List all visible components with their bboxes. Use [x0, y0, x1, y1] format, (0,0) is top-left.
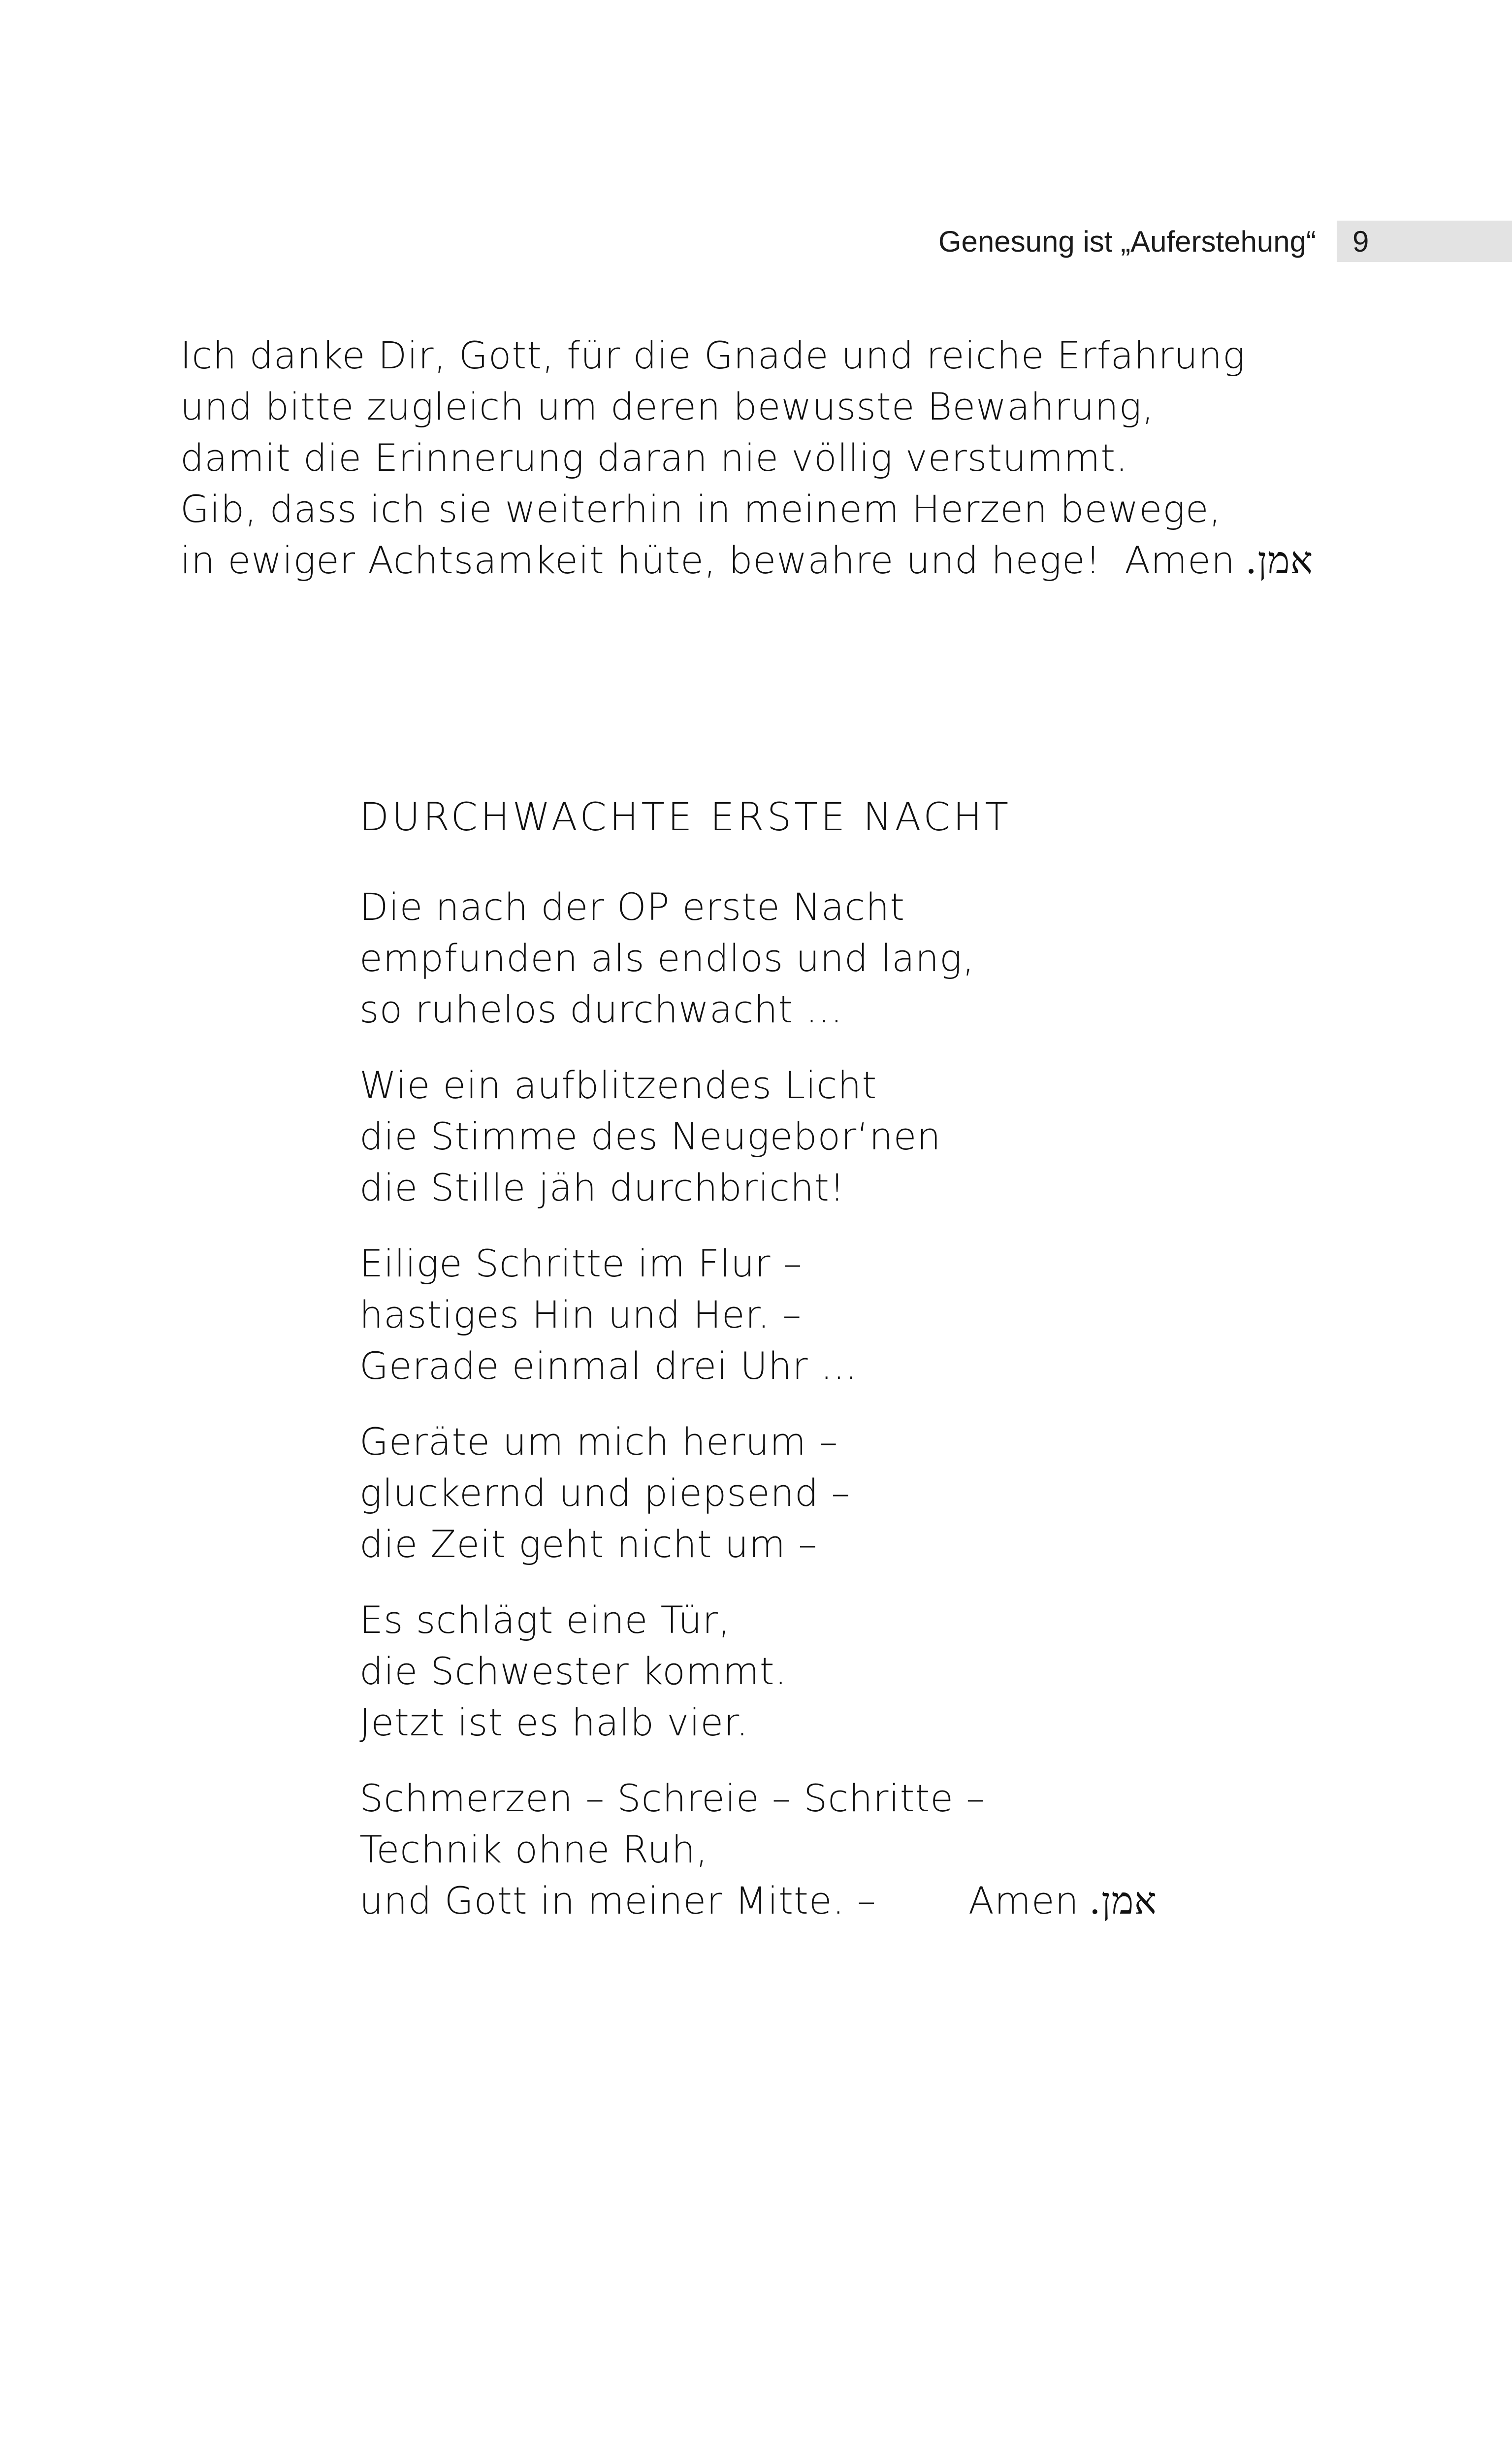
prayer-line: Ich danke Dir, Gott, für die Gnade und reiche Erfahrung: [180, 333, 1246, 377]
prayer-line-last: [180, 535, 1313, 586]
poem-line: Schmerzen – Schreie – Schritte –: [359, 1776, 986, 1820]
poem-line: Eilige Schritte im Flur –: [359, 1241, 803, 1285]
amen-text: Amen: [1125, 538, 1236, 582]
poem-line: die Zeit geht nicht um –: [359, 1522, 818, 1566]
poem-line-text: und Gott in meiner Mitte. –: [359, 1879, 876, 1922]
prayer-line: damit die Erinnerung daran nie völlig verstummt.: [180, 436, 1128, 480]
poem-line: gluckernd und piepsend –: [359, 1471, 851, 1515]
poem-line: Jetzt ist es halb vier.: [359, 1700, 749, 1744]
poem-line: Gerade einmal drei Uhr ...: [359, 1344, 858, 1388]
poem-title: DURCHWACHTE ERSTE NACHT: [359, 795, 1012, 840]
header-title: Genesung ist „Auferstehung“: [938, 225, 1316, 258]
poem-block: [359, 788, 1295, 1951]
stanza: [359, 1416, 1295, 1570]
amen-hebrew-text: .אמן: [1089, 1879, 1157, 1922]
poem-line: die Stille jäh durchbricht!: [359, 1166, 845, 1209]
amen-text: Amen: [968, 1879, 1079, 1922]
poem-line: hastiges Hin und Her. –: [359, 1293, 802, 1336]
poem-line: Die nach der OP erste Nacht: [359, 885, 905, 929]
running-header: [938, 221, 1512, 262]
page-number: 9: [1337, 221, 1512, 262]
poem-line: Es schlägt eine Tür,: [359, 1598, 731, 1642]
stanza: [359, 881, 1295, 1035]
prayer-block: [180, 330, 1313, 586]
prayer-line: und bitte zugleich um deren bewusste Bewahrung,: [180, 385, 1155, 428]
amen-hebrew-text: .אמן: [1245, 538, 1314, 582]
stanza: [359, 1060, 1295, 1213]
stanza: [359, 1595, 1295, 1748]
poem-line: Geräte um mich herum –: [359, 1420, 838, 1464]
stanza: [359, 1773, 1295, 1926]
prayer-line: Gib, dass ich sie weiterhin in meinem Herzen bewege,: [180, 487, 1222, 531]
amen-group: [968, 1875, 1157, 1926]
poem-line: Technik ohne Ruh,: [359, 1827, 708, 1871]
poem-line-last: [359, 1875, 1157, 1926]
poem-line: Wie ein aufblitzendes Licht: [359, 1063, 877, 1107]
poem-line: empfunden als endlos und lang,: [359, 936, 975, 980]
poem-line: so ruhelos durchwacht ...: [359, 987, 843, 1031]
poem-line: die Schwester kommt.: [359, 1649, 787, 1693]
prayer-line-text: in ewiger Achtsamkeit hüte, bewahre und hege!: [180, 538, 1101, 582]
stanza: [359, 1238, 1295, 1392]
poem-line: die Stimme des Neugebor‘nen: [359, 1114, 941, 1158]
